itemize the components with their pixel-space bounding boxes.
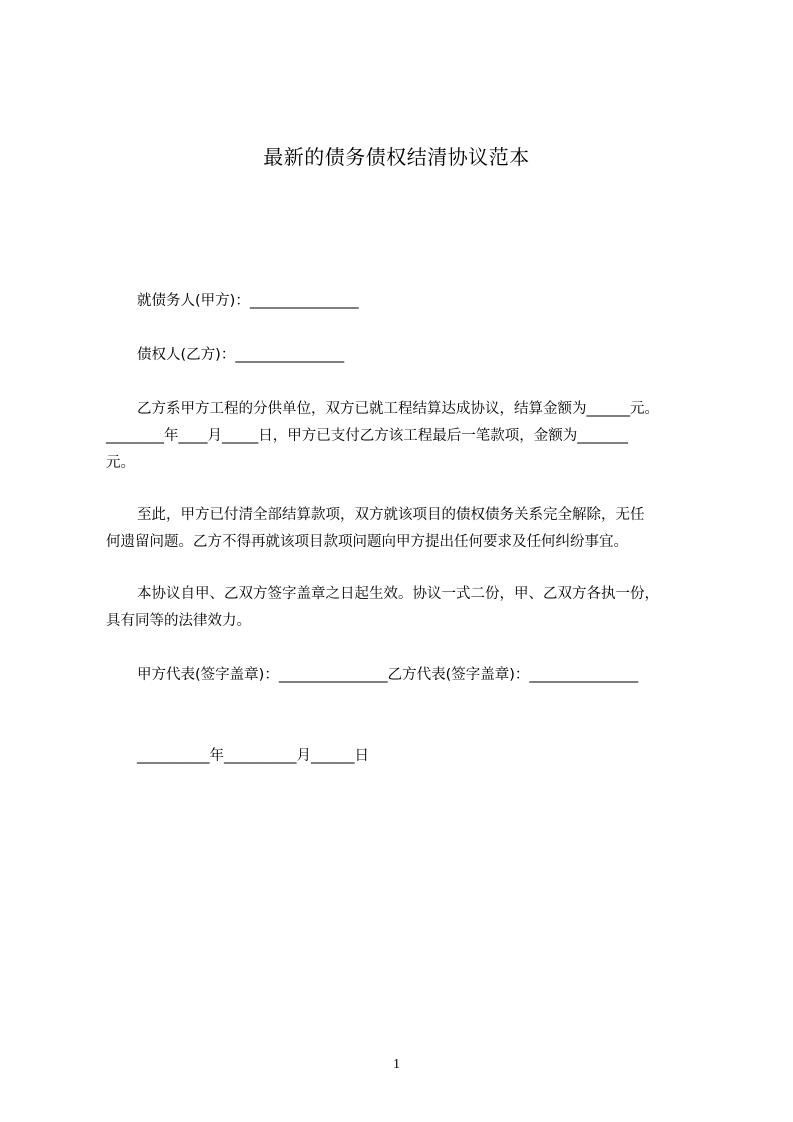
signature-line: 甲方代表(签字盖章)：_______________乙方代表(签字盖章)：_______________: [137, 667, 639, 683]
creditor-line: 债权人(乙方)：_______________: [137, 347, 345, 363]
paragraph-effect-line-2: 具有同等的法律效力。: [106, 613, 251, 629]
paragraph-effect-line-1: 本协议自甲、乙双方签字盖章之日起生效。协议一式二份，甲、乙双方各执一份，: [137, 586, 659, 602]
debtor-line: 就债务人(甲方)：_______________: [137, 293, 359, 309]
document-title: 最新的债务债权结清协议范本: [263, 145, 530, 169]
date-line: __________年__________月______日: [137, 748, 369, 764]
paragraph-settlement-line-3: 元。: [106, 455, 135, 471]
paragraph-settlement-line-1: 乙方系甲方工程的分供单位，双方已就工程结算达成协议，结算金额为______元。: [137, 401, 659, 417]
paragraph-release-line-2: 何遗留问题。乙方不得再就该项目款项问题向甲方提出任何要求及任何纠纷事宜。: [106, 534, 628, 550]
paragraph-settlement-line-2: ________年____月_____日，甲方已支付乙方该工程最后一笔款项，金额为_______: [106, 428, 628, 444]
paragraph-release-line-1: 至此，甲方已付清全部结算款项，双方就该项目的债权债务关系完全解除，无任: [137, 507, 645, 523]
page-number: 1: [393, 1057, 400, 1072]
